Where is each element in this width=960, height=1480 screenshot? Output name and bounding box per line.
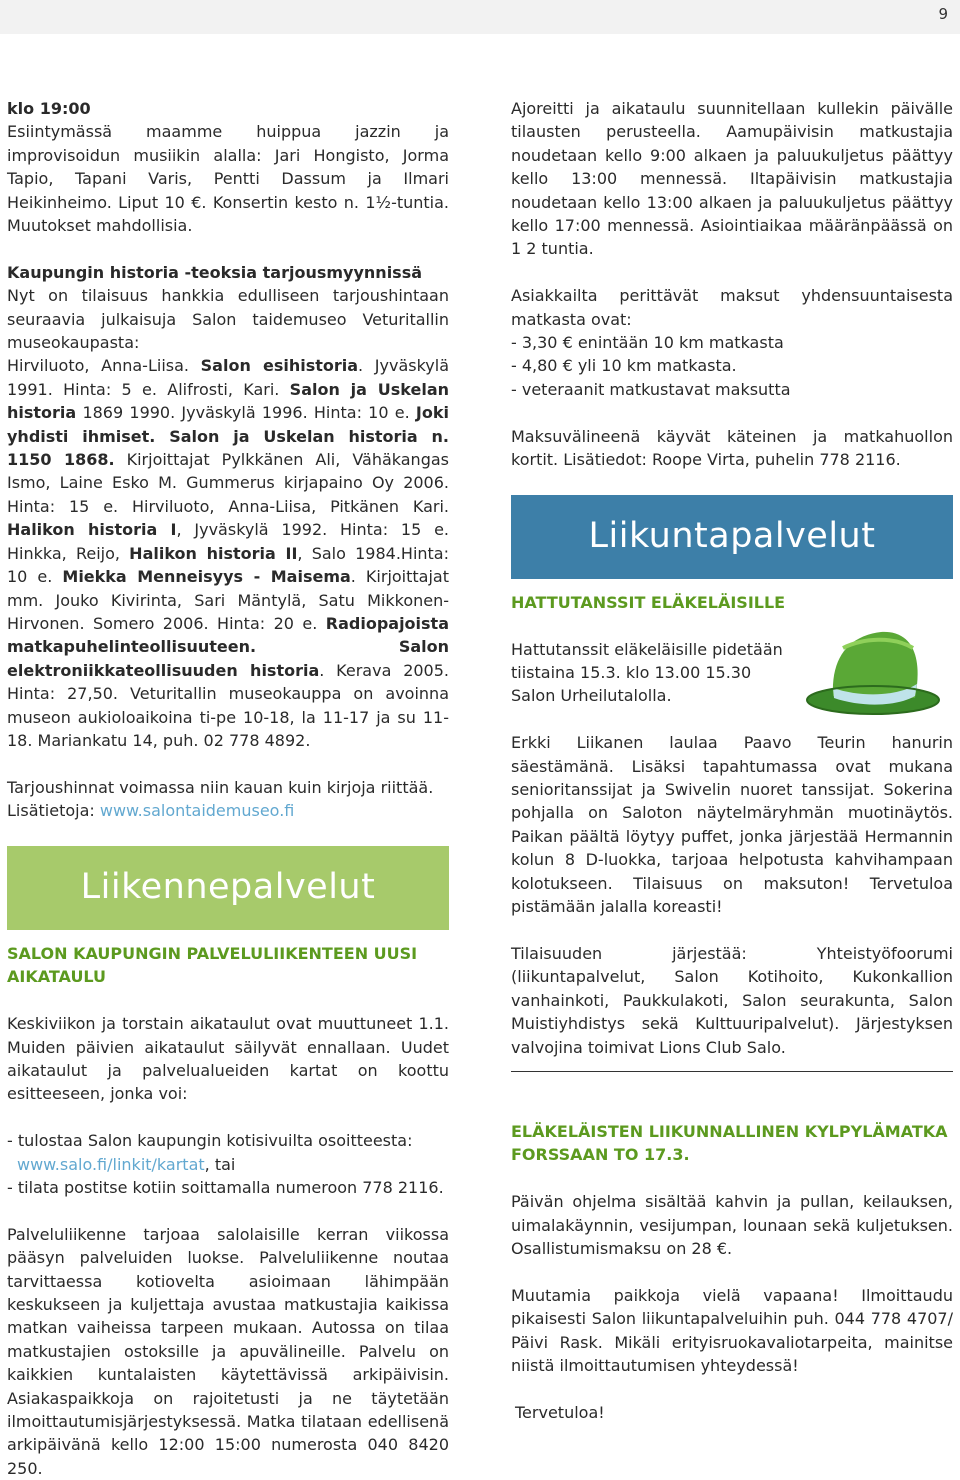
museum-link[interactable]: www.salontaidemuseo.fi [99, 801, 295, 821]
spa-closing: Tervetuloa! [515, 1402, 605, 1422]
dance-intro: Hattutanssit eläkeläisille pidetään tiistaina 15.3. klo 13.00 15.30 Salon Urheilutalolla. [511, 639, 783, 706]
fee-item-1: - 3,30 € enintään 10 km matkasta [511, 333, 784, 353]
dance-heading: HATTUTANSSIT ELÄKELÄISILLE [511, 592, 786, 612]
transport-bullet-1-link-line: www.salo.fi/linkit/kartat, tai [17, 1154, 236, 1174]
transport-bullet-1: - tulostaa Salon kaupungin kotisivuilta osoitteesta: [7, 1131, 413, 1151]
dance-description: Erkki Liikanen laulaa Paavo Teurin hanurin säestämänä. Lisäksi tapahtumassa ovat mukana senioritanssijat ja Swivelin nuoret tanssijat. Sokerina pohjalla on Saloton näytelmäryhmän muotinäytös. Paikan päältä löytyy puffet, jonka järjestää Hermannin kolun 8 D-luokka, tarjoaa helpotusta kahvihampaan kolotukseen. Tilaisuus on maksuton! Tervetuloa pistämään jalalla koreasti! [511, 733, 953, 917]
transport-description: Palveluliikenne tarjoaa salolaisille kerran viikossa pääsyn palveluiden luokse. Palveluliikenne noutaa tarvittaessa kotiovelta asioimaan lähimpään keskukseen ja kuljettaja avustaa matkustajia kaikissa matkan vaiheissa tarpeen mukaan. Autossa on tilaa matkustajien ostoksille ja apuvälineille. Palvelu on kaikkien kuntalaisten käytettävissä arkipäivisin. Asiakaspaikkoja on rajoitetusti ja ne täytetään ilmoittautumisjärjestyksessä. Matka tilataan edellisenä arkipäivänä kello 12:00 15:00 numerosta 040 8420 250. [7, 1224, 449, 1478]
transport-bullet-2: - tilata postitse kotiin soittamalla numeroon 778 2116. [7, 1177, 444, 1197]
transport-heading: SALON KAUPUNGIN PALVELULIIKENTEEN UUSI AIKATAULU [7, 943, 418, 987]
fees-intro: Asiakkailta perittävät maksut yhdensuuntaisesta matkasta ovat: [511, 286, 953, 329]
history-sale-intro: Nyt on tilaisuus hankkia edulliseen tarjoushintaan seuraavia julkaisuja Salon taidemuseo Veturitallin museokaupasta: [7, 286, 449, 353]
dance-organizers: Tilaisuuden järjestää: Yhteistyöfoorumi (liikuntapalvelut, Salon Kotihoito, Kukonkallion vanhainkoti, Paukkulakoti, Salon seurakunta, Salon Muistiyhdistys sekä Kulttuuripalvelut). Järjestyksen valvojina toimivat Lions Club Salo. [511, 943, 953, 1057]
salo-kartat-link[interactable]: www.salo.fi/linkit/kartat [17, 1154, 205, 1174]
right-column [511, 97, 953, 1424]
spa-heading: ELÄKELÄISTEN LIIKUNNALLINEN KYLPYLÄMATKA FORSSAAN TO 17.3. [511, 1121, 948, 1165]
offer-note: Tarjoushinnat voimassa niin kauan kuin kirjoja riittää. [7, 777, 434, 797]
concert-time: klo 19:00 [7, 99, 91, 118]
banner-liikennepalvelut: Liikennepalvelut [7, 846, 449, 930]
left-column [7, 97, 449, 1480]
page-header-bar [0, 0, 960, 34]
green-hat-icon [803, 618, 951, 722]
payment-text: Maksuvälineenä käyvät käteinen ja matkahuollon kortit. Lisätiedot: Roope Virta, puhelin 778 2116. [511, 426, 953, 470]
history-sale-list: Hirviluoto, Anna-Liisa. Salon esihistoria. Jyväskylä 1991. Hinta: 5 e. Alifrosti, Kari. Salon ja Uskelan historia 1869 1990. Jyväskylä 1996. Hinta: 10 e. Joki yhdisti ihmiset. Salon ja Uskelan historia n. 1150 1868. Kirjoittajat Pylkkänen Ali, Vähäkangas Ismo, Laine Esko M. Gummerus kirjapaino Oy 2006. Hinta: 15 e. Hirviluoto, Anna-Liisa, Pitkänen Kari. Halikon historia I, Jyväskylä 1992. Hinta: 15 e. Hinkka, Reijo, Halikon historia II, Salo 1984.Hinta: 10 e. Miekka Menneisyys - Maisema. Kirjoittajat mm. Jouko Kivirinta, Sari Mäntylä, Satu Mikkonen-Hirvonen. Somero 2006. Hinta: 20 e. Radiopajoista matkapuhelinteollisuuteen. Salon elektroniikkateollisuuden historia. Kerava 2005. Hinta: 27,50. Veturitallin museokauppa on avoinna museon aukioloaikoina ti-pe 10-18, la 11-17 ja su 11-18. Mariankatu 14, puh. 02 778 4892. [7, 356, 449, 750]
spa-program: Päivän ohjelma sisältää kahvin ja pullan, keilauksen, uimalakäynnin, vesijumpan, lounaan sekä kuljetuksen. Osallistumismaksu on 28 €. [511, 1192, 953, 1258]
banner-liikuntapalvelut: Liikuntapalvelut [511, 495, 953, 579]
concert-text: Esiintymässä maamme huippua jazzin ja improvisoidun musiikin alalla: Jari Hongisto, Jorma Tapio, Tapani Varis, Pentti Dassum ja Ilmari Heikinheimo. Liput 10 €. Konsertin kesto n. 1½-tuntia. Muutokset mahdollisia. [7, 122, 449, 236]
fee-item-3: - veteraanit matkustavat maksutta [511, 379, 791, 399]
spa-signup: Muutamia paikkoja vielä vapaana! Ilmoittaudu pikaisesti Salon liikuntapalveluihin puh. 044 778 4707/ Päivi Rask. Mikäli erityisruokavaliotarpeita, mainitse niistä ilmoittautumisen yhteydessä! [511, 1285, 953, 1375]
transport-intro: Keskiviikon ja torstain aikataulut ovat muuttuneet 1.1. Muiden päivien aikataulut säilyvät ennallaan. Uudet aikataulut ja palvelualueiden kartat on koottu esitteeseen, jonka voi: [7, 1014, 449, 1104]
history-sale-heading: Kaupungin historia -teoksia tarjousmyynnissä [7, 262, 423, 282]
schedule-text: Ajoreitti ja aikataulu suunnitellaan kullekin päivälle tilausten perusteella. Aamupäivisin matkustajia noudetaan kello 9:00 alkaen ja paluukuljetus päättyy kello 13:00 mennessä. Iltapäivisin matkustajia noudetaan kello 13:00 alkaen ja paluukuljetus päättyy kello 17:00 mennessä. Asiointiaikaa määränpäässä on 1 2 tuntia. [511, 99, 953, 259]
info-line: Lisätietoja: www.salontaidemuseo.fi [7, 801, 295, 821]
page-number: 9 [938, 5, 948, 23]
dance-intro-row [511, 638, 953, 708]
fee-item-2: - 4,80 € yli 10 km matkasta. [511, 356, 737, 376]
